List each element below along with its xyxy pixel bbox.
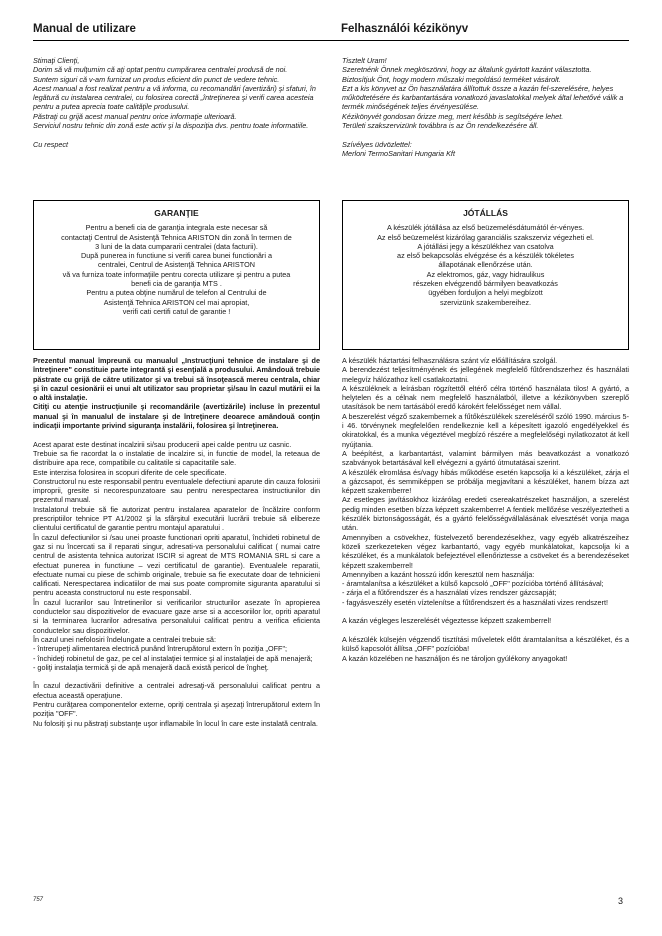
warranty-line: az első bekapcsolás elvégzése és a készülék tökéletes <box>397 251 574 261</box>
warranty-line: benefi cia de garanţia MTS . <box>131 279 222 289</box>
right-body <box>342 356 629 663</box>
intro-line: Területi szakszervizünk továbbra is az Ön rendelkezésére áll. <box>342 121 539 131</box>
intro-line: Stimaţi Clienţi, <box>33 56 80 65</box>
body-paragraph: În cazul defectiunilor si /sau unei proaste functionari opriti aparatul, închideti robinetul de gaz si nu încercati sa il reparati singur, adresati-va personalului calificat ( numai catre centrul de asistenta tehnica autorizat ISCIR si agreat de MTS ROMANIA SRL si care a efectuat punerea in functiune – vezi certificatul de garantie). Eventualele reparatii, efectuate numai cu piese de schimb originale, trebuie sa fie executate doar de tehnicieni calificati. Nerespectarea indicatiilor de mai sus poate compromite siguranta aparatului si pentru aceasta constructorul nu este responsabil. <box>33 532 320 598</box>
warranty-line: Pentru a benefi cia de garanţia integrala este necesar să <box>85 223 268 233</box>
warranty-line: Az első beüzemelést kizárólag garanciális szakszerviz végezheti el. <box>377 232 594 242</box>
body-paragraph: În cazul dezactivării definitive a centralei adresaţi-vă personalului calificat pentru a efectua această operaţiune. <box>33 681 320 700</box>
warranty-title: GARANŢIE <box>154 208 199 218</box>
body-paragraph: Acest aparat este destinat incalzirii si/sau producerii apei calde pentru uz casnic. <box>33 439 292 449</box>
intro-line: Suntem siguri că v-am furnizat un produs eficient din punct de vedere tehnic. <box>33 74 280 84</box>
right-header-title: Felhasználói kézikönyv <box>341 23 469 35</box>
list-item: - zárja el a fűtőrendszer és a használati vízes rendszer gázcsapját; <box>342 588 557 598</box>
warranty-box-hu <box>342 200 629 350</box>
body-paragraph: În cazul lucrarilor sau întretinerilor si verificarilor structurilor asezate în apropierea conductelor sau dispozitivelor de evacuare gaze arse si a accesoriilor lor, opriti aparatul si la terminarea lucrarilor adresativa personalului calificat pentru a verifica eficienta conductelor sau dispozitivelor. <box>33 597 320 635</box>
body-paragraph: Pentru curăţarea componentelor externe, opriţi centrala şi aşezaţi întrerupătorul extern în poziţia "OFF". <box>33 699 320 719</box>
list-item: - închideţi robinetul de gaz, pe cel al instalaţiei termice şi al instalaţiei de apă menajeră; <box>33 653 313 663</box>
warranty-line: Pentru a putea obţine numărul de telefon al Centrului de <box>86 288 267 298</box>
right-intro <box>342 56 629 158</box>
warranty-line: szervizünk szakembereihez. <box>439 297 532 307</box>
list-item: - fagyásveszély esetén víztelenítse a fűtőrendszert és a használati vizes rendszert! <box>342 597 608 607</box>
body-paragraph: A készülék elromlása és/vagy hibás működése esetén kapcsolja ki a készüléket, zárja el a gázcsapot, és semmiképpen se próbálja megjavítani a készüléket, hanem bízza azt képzett szakemberre! <box>342 467 629 496</box>
intro-line: Szeretnénk Önnek megköszönni, hogy az általunk gyártott kazánt választotta. <box>342 65 592 75</box>
body-paragraph: A kazán közelében ne használjon és ne tároljon gyúlékony anyagokat! <box>342 653 568 663</box>
warranty-line: Az elektromos, gáz, vagy hidraulikus <box>426 269 545 279</box>
intro-line: Kézikönyvét gondosan őrizze meg, mert később is segítségére lehet. <box>342 111 564 121</box>
body-paragraph: A beépítést, a karbantartást, valamint bármilyen más beavatkozást a vonatkozó szabványok betartásával kell elvégezni a gyártó útmutatásai szerint. <box>342 448 629 468</box>
warranty-title: JÓTÁLLÁS <box>463 208 508 218</box>
list-item: - áramtalanítsa a készüléket a külső kapcsoló „OFF" pozícióba történő állításával; <box>342 579 604 589</box>
body-paragraph: Este interzisa folosirea in scopuri diferite de cele specificate. <box>33 467 227 477</box>
intro-line: Serviciul nostru tehnic din zonă este activ şi la dispoziţia dvs. pentru toate informatiile. <box>33 121 309 131</box>
warranty-line: A jótállási jegy a készülékhez van csatolva <box>417 241 554 251</box>
body-paragraph: Nu folosiţi şi nu păstraţi substanţe uşor inflamabile în locul în care este instalată centrala. <box>33 718 318 728</box>
body-paragraph: A készülék háztartási felhasználásra szánt víz előállítására szolgál. <box>342 356 558 365</box>
body-paragraph: Amennyiben a csövekhez, füstelvezető berendezésekhez, vagy egyéb alkatrészeihez közeli szerkezeteken végez karbantartó, vagy egyéb munkálatokat, kapcsolja ki a készüléket, és a munkálatok befejeztével ellenőriztesse a csöveket és a berendezéseket képzett szakemberrel! <box>342 532 629 570</box>
warranty-line: A készülék jótállása az első beüzemelésdátumától ér-vényes. <box>386 223 585 233</box>
left-intro <box>33 56 320 149</box>
warranty-line: Asistenţă Tehnica ARISTON cel mai apropiat, <box>103 297 250 307</box>
body-paragraph: A kazán végleges leszerelését végeztesse képzett szakemberrel! <box>342 616 552 626</box>
warranty-line: részeken elvégzendő bármilyen beavatkozás <box>413 279 558 289</box>
warranty-line: După punerea in functiune si verifi carea bunei functionări a <box>80 251 273 261</box>
intro-line: Ezt a kis könyvet az Ön használatára állítottuk össze a kazán fel-szerelésére, helyes működtetésére és karbantartására vonatkozó javaslatokkal melyek által lehetővé válik a termék minőségének teljes érvényesülése. <box>342 83 624 112</box>
warranty-line: állapotának ellenőrzése után. <box>438 260 533 270</box>
warranty-line: ügyében forduljon a helyi megbízott <box>428 288 543 298</box>
body-bold-paragraph: Prezentul manual împreună cu manualul „Instrucţiuni tehnice de instalare şi de întreţinere" constituie parte integrantă şi esenţială a produsului. Amândouă trebuie păstrate cu grijă de către utilizator şi va trebui să însoţească mereu centrala, chiar şi în cazul cesionării ei unui alt utilizator sau proprietar şi/sau în cazul mutării ei la o altă instalaţie. <box>33 356 320 403</box>
list-item: - goliţi instalaţia termică şi de apă menajeră dacă există pericol de îngheţ. <box>33 662 269 672</box>
body-paragraph: Instalatorul trebuie să fie autorizat pentru instalarea aparatelor de încălzire conform prescriptiilor tehnice PT A1/2002 şi la sfârşitul executării lucrării trebuie să elibereze clientului certificatul de garantie pentru montajul aparatului . <box>33 504 320 533</box>
intro-line: Tisztelt Uram! <box>342 56 387 65</box>
footer-code: 757 <box>33 897 44 903</box>
warranty-line: verifi cati certifi catul de garantie ! <box>122 306 231 316</box>
body-paragraph: A beszerelést végző szakembernek a fűtőkészülékek szereléséről szóló 1990. március 5-i 46. törvénynek megfelelően rendelkeznie kell a képesített igazoló engedélyekkel és okiratokkal, és a munka végeztével megbízó részére a megfelelőségi nyilatkozatot át kell nyújtania. <box>342 411 629 449</box>
warranty-line: centralei, Centrul de Asistenţă Tehnica ARISTON <box>98 260 255 270</box>
body-paragraph: Constructorul nu este responsabil pentru eventualele defectiuni aparute din cauza folosirii improprii, gresite si necorespunzatoare sau pentru nerespectarea instructiunilor din prezentul manual. <box>33 476 320 505</box>
warranty-line: 3 luni de la data cumpararii centralei (data facturii). <box>95 241 258 251</box>
left-body <box>33 356 320 728</box>
intro-line: Biztosítjuk Önt, hogy modern műszaki megoldású terméket vásárolt. <box>342 74 561 84</box>
body-paragraph: Amennyiben a kazánt hosszú időn keresztül nem használja: <box>342 569 535 579</box>
body-paragraph: A készüléknek a leírásban rögzítettől eltérő célra történő használata tilos! A gyártó, a helytelen és a célnak nem megfelelő használatból, illetve a kézikönyvben szereplő utasítások be nem tartásából eredő károkért felelősséget nem vállal. <box>342 383 629 412</box>
body-bold-paragraph: Citiţi cu atenţie instrucţiunile şi recomandările (avertizările) incluse în prezentul manual şi în manualul de instalare şi de întreţinere deoarece amândouă conţin indicaţii importante privind siguranţa instalării, folosirea şi întreţinerea. <box>33 402 320 431</box>
warranty-box-ro <box>33 200 320 350</box>
intro-line: Păstraţi cu grijă acest manual pentru orice informaţie ulterioară. <box>33 111 237 121</box>
intro-line: Dorim să vă mulţumim că aţi optat pentru cumpărarea centralei produsă de noi. <box>33 65 288 75</box>
header-rule <box>33 40 629 41</box>
intro-company: Merloni TermoSanitari Hungaria Kft <box>342 148 455 158</box>
body-paragraph: A készülék külsején végzendő tisztítási műveletek előtt áramtalanítsa a készüléket, és a külső kapcsolót állítsa „OFF" pozícióba! <box>342 634 629 654</box>
body-paragraph: În cazul unei nefolosiri îndelungate a centralei trebuie să: <box>33 634 216 644</box>
body-paragraph: Trebuie sa fie racordat la o instalatie de incalzire si, in functie de model, la reteaua de distribuire apa rece, compatibile cu calitatile si capacitatile sale. <box>33 448 320 468</box>
intro-line: Acest manual a fost realizat pentru a vă informa, cu recomandări (avertizări) şi sfaturi, în legătură cu instalarea centralei, cu folosirea corectă „întreţinerea şi verifi carea acesteia pentru a putea aprecia toate calităţile produsului. <box>33 83 316 112</box>
intro-signoff: Cu respect <box>33 139 69 149</box>
list-item: - întrerupeţi alimentarea electrică punând întrerupătorul extern în poziţia „OFF"; <box>33 644 288 654</box>
page-number: 3 <box>618 896 624 906</box>
intro-signoff: Szívélyes üdvözlettel: <box>342 139 412 149</box>
body-paragraph: A berendezést teljesítményének és jellegének megfelelő fűtőrendszerhez és használati melegvíz hálózathoz kell csatlakoztatni. <box>342 365 629 384</box>
warranty-line: vă va furniza toate informaţiile pentru corecta utilizare şi pentru a putea <box>62 269 291 279</box>
body-paragraph: Az esetleges javításokhoz kizárólag eredeti csereakatrészeket használjon, a szerelést pedig minden esetben bízza képzett szakemberre! A fentiek mellőzése veszélyeztetheti a készülék biztonságosságát, és a gyártó felelősségvállalásának elvesztését vonja maga után. <box>342 495 629 533</box>
left-header-title: Manual de utilizare <box>33 23 136 35</box>
warranty-line: contactaţi Centrul de Asistenţă Tehnica ARISTON din zonă în termen de <box>61 232 292 242</box>
